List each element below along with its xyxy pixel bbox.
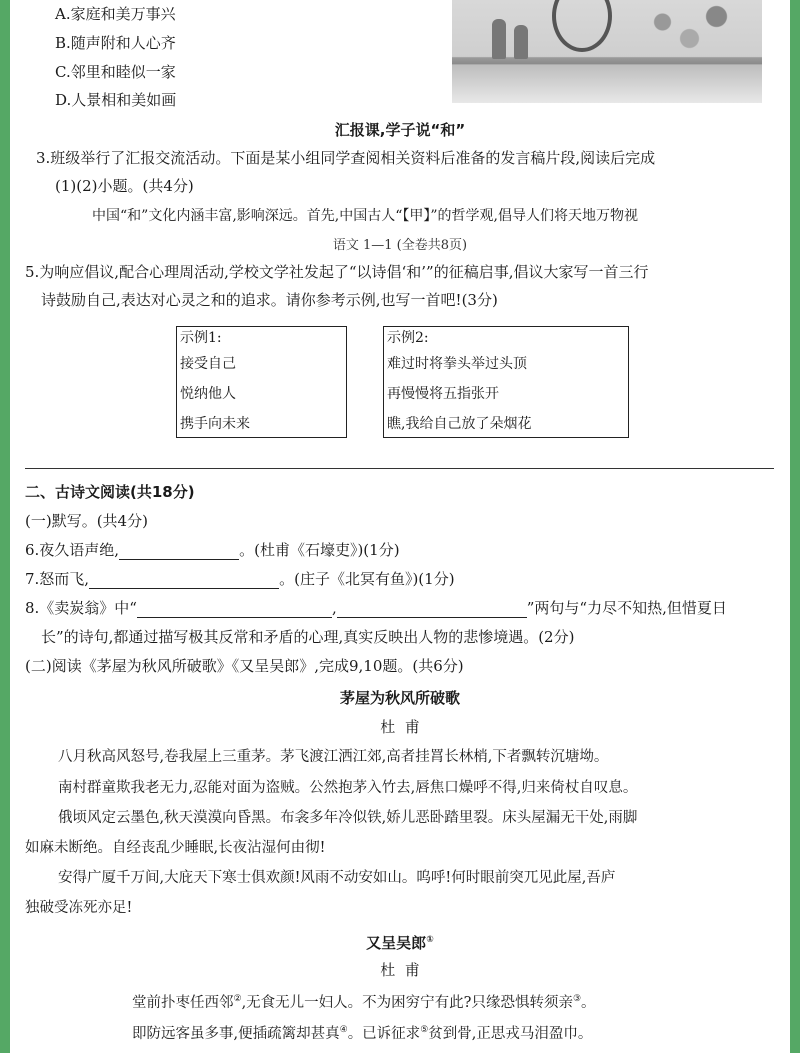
q8-suffix: ”两句与“力尽不知热,但惜夏日 — [526, 599, 727, 617]
poem2-text: ,无食无儿一妇人。不为困穷宁有此?只缘恐惧转须亲 — [241, 994, 573, 1011]
q7-suffix: 。(庄子《北冥有鱼》)(1分) — [279, 570, 455, 588]
photo-figure — [514, 25, 528, 59]
poem1-line: 俄顷风定云墨色,秋天漠漠向昏黑。布衾多年冷似铁,娇儿恶卧踏里裂。床头屋漏无干处,雨脚 — [58, 810, 638, 826]
poem2-text: 。已诉征求 — [347, 1025, 421, 1042]
footnote-marker: ① — [426, 935, 434, 945]
page-border-left — [0, 0, 10, 1053]
q6-suffix: 。(杜甫《石壕吏》)(1分) — [239, 541, 400, 559]
q3-line1: 3.班级举行了汇报交流活动。下面是某小组同学查阅相关资料后准备的发言稿片段,阅读后完成 — [36, 149, 656, 167]
footnote-marker: ⑤ — [420, 1025, 429, 1035]
poem2-text: 堂前扑枣任西邻 — [132, 994, 234, 1011]
q8-answer-blank-2[interactable] — [337, 601, 527, 618]
footnote-marker: ④ — [339, 1025, 348, 1035]
option-c: C.邻里和睦似一家 — [55, 63, 176, 81]
option-d: D.人景相和美如画 — [55, 91, 177, 109]
q6 — [25, 540, 400, 560]
part2-sub1: (一)默写。(共4分) — [25, 512, 148, 530]
example1-line: 悦纳他人 — [180, 386, 236, 402]
option-b: B.随声附和人心齐 — [55, 34, 176, 52]
poem1-line: 独破受冻死亦足! — [25, 900, 133, 916]
poem2-title — [0, 930, 800, 953]
q6-prefix: 6.夜久语声绝, — [25, 541, 120, 559]
example1-line: 接受自己 — [180, 356, 236, 372]
poem1-author: 杜 甫 — [380, 718, 420, 736]
page-footer: 语文 1—1 (全卷共8页) — [332, 238, 468, 253]
example2-line: 难过时将拳头举过头顶 — [387, 356, 527, 372]
q8-line1 — [25, 598, 727, 618]
example2-line: 再慢慢将五指张开 — [387, 386, 499, 402]
q8-line2: 长”的诗句,都通过描写极其反常和矛盾的心理,真实反映出人物的悲惨境遇。(2分) — [41, 628, 575, 646]
page-border-right — [790, 0, 800, 1053]
photo-figure — [492, 19, 506, 59]
q8-prefix: 8.《卖炭翁》中“ — [25, 599, 137, 617]
section-heading: 汇报课,学子说“和” — [334, 121, 466, 139]
section-divider — [25, 468, 774, 469]
option-a: A.家庭和美万事兴 — [55, 5, 176, 23]
poem2-line — [132, 1020, 592, 1044]
poem1-line: 如麻未断绝。自经丧乱少睡眠,长夜沾湿何由彻! — [25, 840, 326, 856]
q7-answer-blank[interactable] — [89, 572, 279, 589]
photo-emblem — [552, 0, 612, 52]
poem2-text: 贫到骨,正思戎马泪盈巾。 — [428, 1025, 593, 1042]
poem2-author: 杜 甫 — [380, 961, 420, 979]
q3-line2: (1)(2)小题。(共4分) — [55, 177, 194, 195]
footnote-marker: ③ — [572, 994, 582, 1004]
poem1-line: 南村群童欺我老无力,忍能对面为盗贼。公然抱茅入竹去,唇焦口燥呼不得,归来倚杖自叹息。 — [58, 780, 638, 796]
example-box-2 — [383, 326, 629, 438]
example-box-1 — [176, 326, 347, 438]
q7-prefix: 7.怒而飞, — [25, 570, 90, 588]
q5-line1: 5.为响应倡议,配合心理周活动,学校文学社发起了“以诗倡‘和’”的征稿启事,倡议大家写一首三行 — [25, 263, 649, 281]
part2-heading: 二、古诗文阅读(共18分) — [25, 483, 195, 501]
poem2-text: 。 — [581, 994, 596, 1011]
poem1-line: 八月秋高风怒号,卷我屋上三重茅。茅飞渡江洒江郊,高者挂罥长林梢,下者飘转沉塘坳。 — [58, 749, 609, 765]
poem1-title: 茅屋为秋风所破歌 — [339, 689, 460, 707]
illustration-photo — [452, 0, 762, 103]
poem1-line: 安得广厦千万间,大庇天下寒士俱欢颜!风雨不动安如山。呜呼!何时眼前突兀见此屋,吾庐 — [58, 870, 616, 886]
poem2-line — [132, 989, 596, 1013]
example1-title: 示例1: — [180, 330, 222, 346]
q8-answer-blank-1[interactable] — [137, 601, 332, 618]
photo-foliage — [622, 0, 757, 55]
example1-line: 携手向未来 — [180, 416, 250, 432]
poem2-text: 即防远客虽多事,便插疏篱却甚真 — [132, 1025, 340, 1042]
q7 — [25, 569, 455, 589]
q6-answer-blank[interactable] — [119, 543, 239, 560]
q5-line2: 诗鼓励自己,表达对心灵之和的追求。请你参考示例,也写一首吧!(3分) — [41, 291, 498, 309]
footnote-marker: ② — [233, 994, 242, 1004]
example2-line: 瞧,我给自己放了朵烟花 — [387, 416, 532, 432]
part2-sub2: (二)阅读《茅屋为秋风所破歌》《又呈吴郎》,完成9,10题。(共6分) — [25, 657, 464, 675]
example2-title: 示例2: — [387, 330, 429, 346]
poem2-title-text: 又呈吴郎 — [366, 934, 427, 952]
q8-middle: , — [331, 599, 337, 617]
q3-passage: 中国“和”文化内涵丰富,影响深远。首先,中国古人“【甲】”的哲学观,倡导人们将天地万物视 — [92, 208, 638, 224]
